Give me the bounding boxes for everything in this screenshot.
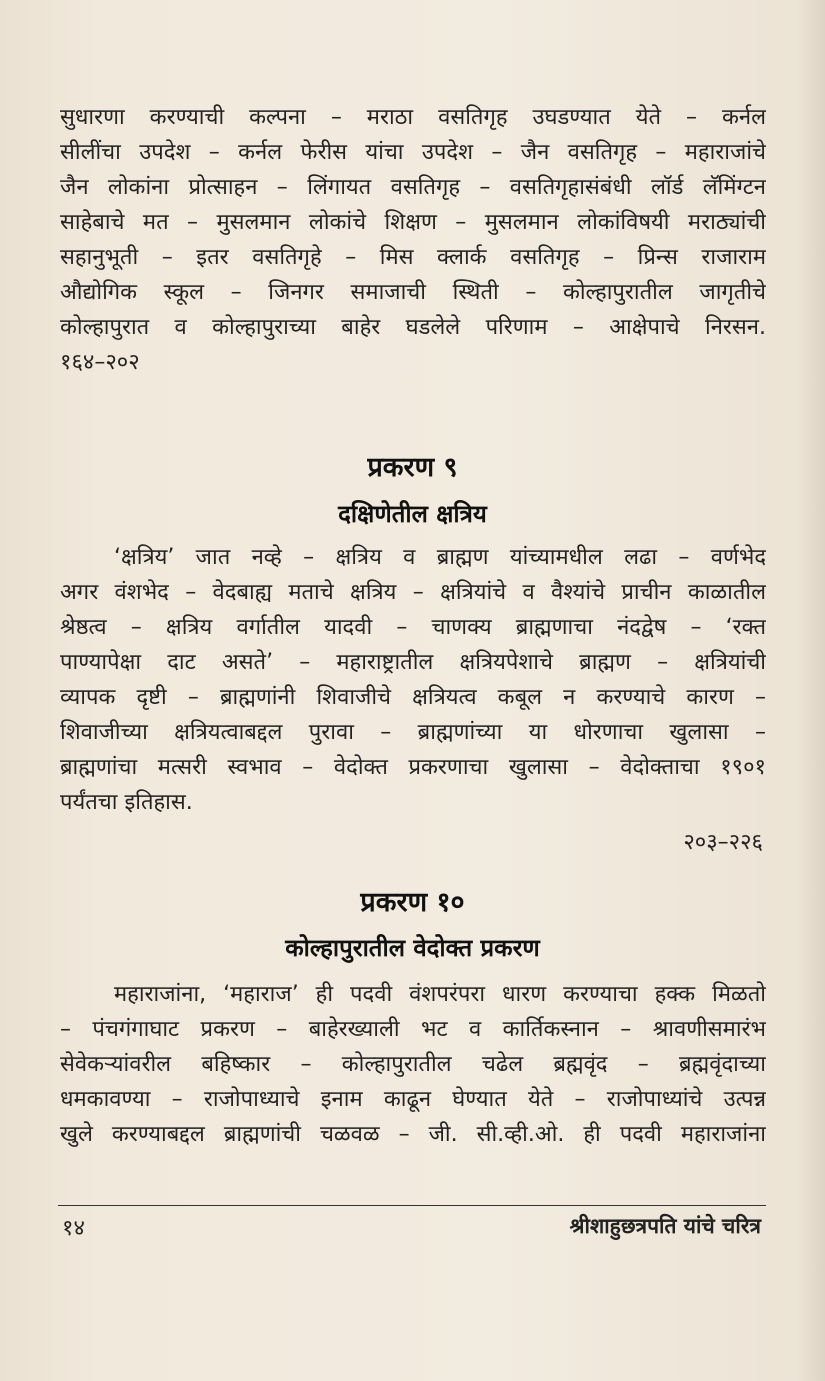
text-line: सीलींचा उपदेश – कर्नल फेरीस यांचा उपदेश – जैन वसतिगृह – महाराजांचे: [60, 140, 766, 165]
text-line: – पंचगंगाघाट प्रकरण – बाहेरख्याली भट व कार्तिकस्नान – श्रावणीसमारंभ: [60, 1017, 766, 1042]
text-line: सहानुभूती – इतर वसतिगृहे – मिस क्लार्क वसतिगृह – प्रिन्स राजाराम: [60, 245, 766, 270]
chapter10-title: कोल्हापुरातील वेदोक्त प्रकरण: [285, 934, 540, 962]
text-line: ब्राह्मणांचा मत्सरी स्वभाव – वेदोक्त प्रकरणाचा खुलासा – वेदोक्ताचा १९०१: [60, 755, 766, 780]
chapter9-title: दक्षिणेतील क्षत्रिय: [338, 500, 487, 528]
text-line: शिवाजीच्या क्षत्रियत्वाबद्दल पुरावा – ब्राह्मणांच्या या धोरणाचा खुलासा –: [60, 720, 766, 745]
text-line: कोल्हापुरात व कोल्हापुराच्या बाहेर घडलेले परिणाम – आक्षेपाचे निरसन.: [60, 315, 766, 340]
text-line: पर्यंतचा इतिहास.: [60, 790, 193, 815]
running-footer-title: श्रीशाहुछत्रपति यांचे चरित्र: [569, 1214, 761, 1238]
text-line: औद्योगिक स्कूल – जिनगर समाजाची स्थिती – कोल्हापुरातील जागृतीचे: [60, 280, 766, 305]
page-number: १४: [62, 1216, 85, 1241]
footer-divider: [58, 1205, 766, 1206]
chapter8-summary: [60, 100, 766, 380]
text-line: अगर वंशभेद – वेदबाह्य मताचे क्षत्रिय – क्षत्रियांचे व वैश्यांचे प्राचीन काळातील: [60, 580, 766, 605]
text-line: धमकावण्या – राजोपाध्याचे इनाम काढून घेण्यात येते – राजोपाध्यांचे उत्पन्न: [60, 1087, 766, 1112]
text-line: खुले करण्याबद्दल ब्राह्मणांची चळवळ – जी. सी.व्ही.ओ. ही पदवी महाराजांना: [60, 1122, 766, 1147]
chapter9-summary: [60, 540, 766, 820]
text-line: महाराजांना, ‘महाराज’ ही पदवी वंशपरंपरा धारण करण्याचा हक्क मिळतो: [114, 982, 766, 1007]
text-line: ‘क्षत्रिय’ जात नव्हे – क्षत्रिय व ब्राह्मण यांच्यामधील लढा – वर्णभेद: [114, 545, 766, 570]
chapter9-heading: प्रकरण ९: [367, 452, 458, 483]
text-line: व्यापक दृष्टी – ब्राह्मणांनी शिवाजीचे क्षत्रियत्व कबूल न करण्याचे कारण –: [60, 685, 766, 710]
page-range: १६४–२०२: [60, 350, 140, 375]
text-line: साहेबाचे मत – मुसलमान लोकांचे शिक्षण – मुसलमान लोकांविषयी मराठ्यांची: [60, 210, 766, 235]
chapter10-summary: [60, 977, 766, 1152]
page-range: २०३–२२६: [683, 830, 763, 855]
text-line: सेवेकऱ्यांवरील बहिष्कार – कोल्हापुरातील चढेल ब्रह्मवृंद – ब्रह्मवृंदाच्या: [60, 1052, 766, 1077]
text-line: जैन लोकांना प्रोत्साहन – लिंगायत वसतिगृह – वसतिगृहासंबंधी लॉर्ड लॅमिंग्टन: [60, 175, 766, 200]
text-line: सुधारणा करण्याची कल्पना – मराठा वसतिगृह उघडण्यात येते – कर्नल: [60, 105, 766, 130]
text-line: श्रेष्ठत्व – क्षत्रिय वर्गातील यादवी – चाणक्य ब्राह्मणाचा नंदद्वेष – ‘रक्त: [60, 615, 766, 640]
text-line: पाण्यापेक्षा दाट असते’ – महाराष्ट्रातील क्षत्रियपेशाचे ब्राह्मण – क्षत्रियांची: [60, 650, 766, 675]
chapter10-heading: प्रकरण १०: [360, 887, 465, 918]
